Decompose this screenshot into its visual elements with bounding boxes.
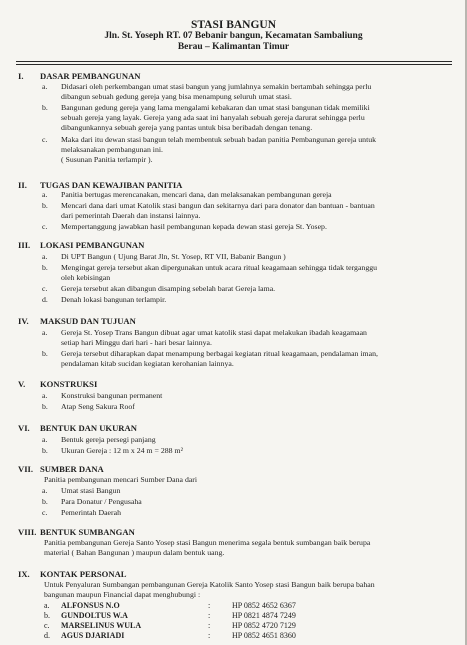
section-title: KONSTRUKSI xyxy=(40,379,98,389)
item-line: ( Susunan Panitia terlampir ). xyxy=(61,155,153,164)
list-marker: b. xyxy=(44,611,50,620)
item-line: Para Donatur / Pengusaha xyxy=(61,497,142,506)
section-heading xyxy=(18,423,137,433)
item-line: Mencari dana dari umat Katolik stasi bangun dan sekitarnya dari para donator dan bantuan - bantuan xyxy=(61,201,375,210)
section-title: TUGAS DAN KEWAJIBAN PANITIA xyxy=(40,180,183,190)
list-item xyxy=(44,222,449,232)
section-intro: Untuk Penyaluran Sumbangan pembangunan Gereja Katolik Santo Yosep stasi Bangun baik berupa bahan xyxy=(44,580,375,589)
item-line: Atap Seng Sakura Roof xyxy=(61,402,135,411)
item-line: Maka dari itu dewan stasi bangun telah membentuk sebuah badan panitia Pembangunan gereja untuk xyxy=(61,135,377,144)
contact-phone: HP 0852 4720 7129 xyxy=(232,621,296,630)
section-heading xyxy=(18,180,182,190)
contact-phone: HP 0852 4652 6367 xyxy=(232,601,296,610)
list-marker: b. xyxy=(42,446,48,455)
list-item xyxy=(44,349,449,369)
list-marker: d. xyxy=(42,295,48,304)
contact-name: MARSELINUS WULA xyxy=(61,621,142,630)
section-heading xyxy=(18,316,136,326)
list-marker: a. xyxy=(42,82,48,91)
list-marker: a. xyxy=(42,435,48,444)
list-item xyxy=(44,402,449,412)
contact-row xyxy=(44,621,296,631)
contact-row xyxy=(44,631,296,641)
section-number: I. xyxy=(18,71,24,81)
list-marker: a. xyxy=(42,328,48,337)
item-line: Gereja St. Yosep Trans Bangun dibuat agar umat katolik stasi dapat melakukan ibadah keagamaan xyxy=(61,328,367,337)
item-line: Panitia bertugas merencanakan, mencari dana, dan melaksanakan pembangunan gereja xyxy=(61,190,332,199)
section-intro: bangunan maupun Financial dapat menghubungi : xyxy=(44,590,201,599)
section-title: BENTUK DAN UKURAN xyxy=(40,423,137,433)
list-marker: a. xyxy=(42,391,48,400)
item-line: Gereja tersebut diharapkan dapat menampung berbagai kegiatan ritual keagamaan, pendalaman iman, xyxy=(61,349,378,358)
list-item xyxy=(44,103,449,133)
section-heading xyxy=(18,569,127,579)
list-item xyxy=(44,284,449,294)
contact-name: AGUS DJARIADI xyxy=(61,631,125,640)
item-line: melaksanakan pembangunan ini. xyxy=(61,145,163,154)
separator: : xyxy=(208,611,211,620)
section-heading xyxy=(18,71,141,81)
section-number: VIII. xyxy=(18,527,37,537)
item-line: dari pemerintah Daerah dan instansi lainnya. xyxy=(61,211,201,220)
item-line: Gereja tersebut akan dibangun disamping sebelah barat Gereja lama. xyxy=(61,284,276,293)
list-marker: c. xyxy=(42,284,48,293)
item-line: Umat stasi Bangun xyxy=(61,486,121,495)
list-item xyxy=(44,263,449,283)
list-marker: a. xyxy=(42,252,48,261)
region-line: Berau – Kalimantan Timur xyxy=(177,42,290,52)
header-rule-bottom xyxy=(16,64,452,65)
section-number: VII. xyxy=(18,464,34,474)
section-heading xyxy=(18,240,144,250)
item-line: Bentuk gereja persegi panjang xyxy=(61,435,156,444)
contact-row xyxy=(44,601,296,611)
item-line: Pemerintah Daerah xyxy=(61,508,121,517)
contact-name: ALFONSUS N.O xyxy=(61,601,120,610)
list-item xyxy=(44,328,449,348)
list-marker: a. xyxy=(42,486,48,495)
section-number: III. xyxy=(18,240,31,250)
document-header xyxy=(0,20,467,53)
item-line: sebuah gereja yang layak. Gereja yang ada saat ini hanyalah sebuah gereja darurat sehingga perlu xyxy=(61,113,365,122)
list-item xyxy=(44,295,449,305)
list-item xyxy=(44,82,449,102)
list-marker: a. xyxy=(44,601,50,610)
section-heading xyxy=(18,464,104,474)
section-number: IV. xyxy=(18,316,29,326)
separator: : xyxy=(208,631,211,640)
section-title: BENTUK SUMBANGAN xyxy=(40,527,135,537)
section-number: II. xyxy=(18,180,27,190)
list-item xyxy=(44,190,449,200)
contact-row xyxy=(44,611,296,621)
item-line: Konstruksi bangunan permanent xyxy=(61,391,163,400)
list-item xyxy=(44,486,449,496)
section-title: LOKASI PEMBANGUNAN xyxy=(40,240,145,250)
section-heading xyxy=(18,379,97,389)
section-number: V. xyxy=(18,379,26,389)
section-title: DASAR PEMBANGUNAN xyxy=(40,71,141,81)
section-number: IX. xyxy=(18,569,30,579)
list-marker: d. xyxy=(44,631,50,640)
item-line: setiap hari Minggu dari hari - hari besar lainnya. xyxy=(61,338,212,347)
section-intro: Panitia pembangunan Gereja Santo Yosep stasi Bangun menerima segala bentuk sumbangan baik berupa xyxy=(44,538,371,547)
section-title: SUMBER DANA xyxy=(40,464,104,474)
item-line: Bangunan gedung gereja yang lama mengalami kebakaran dan umat stasi bangunan tidak memiliki xyxy=(61,103,370,112)
contact-phone: HP 0852 4651 8360 xyxy=(232,631,296,640)
item-line: Ukuran Gereja : 12 m x 24 m = 288 m² xyxy=(61,446,183,455)
section-heading xyxy=(18,527,135,537)
item-line: oleh kebisingan xyxy=(61,273,111,282)
item-line: Mengingat gereja tersebut akan dipergunakan untuk acara ritual keagamaan sehingga tidak terganggu xyxy=(61,263,378,272)
section-intro: Panitia pembangunan mencari Sumber Dana dari xyxy=(44,475,198,484)
list-item xyxy=(44,391,449,401)
list-marker: c. xyxy=(42,508,48,517)
item-line: Didasari oleh perkembangan umat stasi bangun yang jumlahnya semakin bertambah sehingga perlu xyxy=(61,82,372,91)
contact-name: GUNDOLTUS W.A xyxy=(61,611,128,620)
item-line: dibangunkannya sebuah gereja yang pantas untuk bisa beribadah dengan tenang. xyxy=(61,123,313,132)
document-title: STASI BANGUN xyxy=(190,19,277,31)
separator: : xyxy=(208,601,211,610)
section-title: KONTAK PERSONAL xyxy=(40,569,127,579)
item-line: Denah lokasi bangunan terlampir. xyxy=(61,295,167,304)
header-rule-top xyxy=(16,61,452,62)
list-item xyxy=(44,135,449,165)
list-item xyxy=(44,252,449,262)
item-line: pendalaman kitab sucidan kegiatan kerohanian lainnya. xyxy=(61,359,234,368)
item-line: dibangun sebuah gedung gereja yang bisa menampung seluruh umat stasi. xyxy=(61,92,292,101)
list-item xyxy=(44,201,449,221)
list-marker: b. xyxy=(42,402,48,411)
list-item xyxy=(44,497,449,507)
list-marker: c. xyxy=(42,135,48,144)
list-marker: b. xyxy=(42,103,48,112)
list-marker: b. xyxy=(42,349,48,358)
list-marker: a. xyxy=(42,190,48,199)
item-line: Di UPT Bangun ( Ujung Barat Jln, St. Yosep, RT VII, Babanir Bangun ) xyxy=(61,252,286,261)
list-marker: c. xyxy=(42,222,48,231)
address-line: Jln. St. Yoseph RT. 07 Bebanir bangun, Kecamatan Sambaliung xyxy=(104,31,363,41)
list-marker: b. xyxy=(42,497,48,506)
section-number: VI. xyxy=(18,423,30,433)
list-item xyxy=(44,435,449,445)
list-marker: c. xyxy=(44,621,50,630)
section-intro: material ( Bahan Bangunan ) maupun dalam bentuk uang. xyxy=(44,548,225,557)
list-marker: b. xyxy=(42,263,48,272)
list-item xyxy=(44,446,449,456)
item-line: Mempertanggung jawabkan hasil pembangunan kepada dewan stasi gereja St. Yosep. xyxy=(61,222,327,231)
section-title: MAKSUD DAN TUJUAN xyxy=(40,316,136,326)
list-marker: b. xyxy=(42,201,48,210)
separator: : xyxy=(208,621,211,630)
contact-phone: HP 0821 4874 7249 xyxy=(232,611,296,620)
list-item xyxy=(44,508,449,518)
